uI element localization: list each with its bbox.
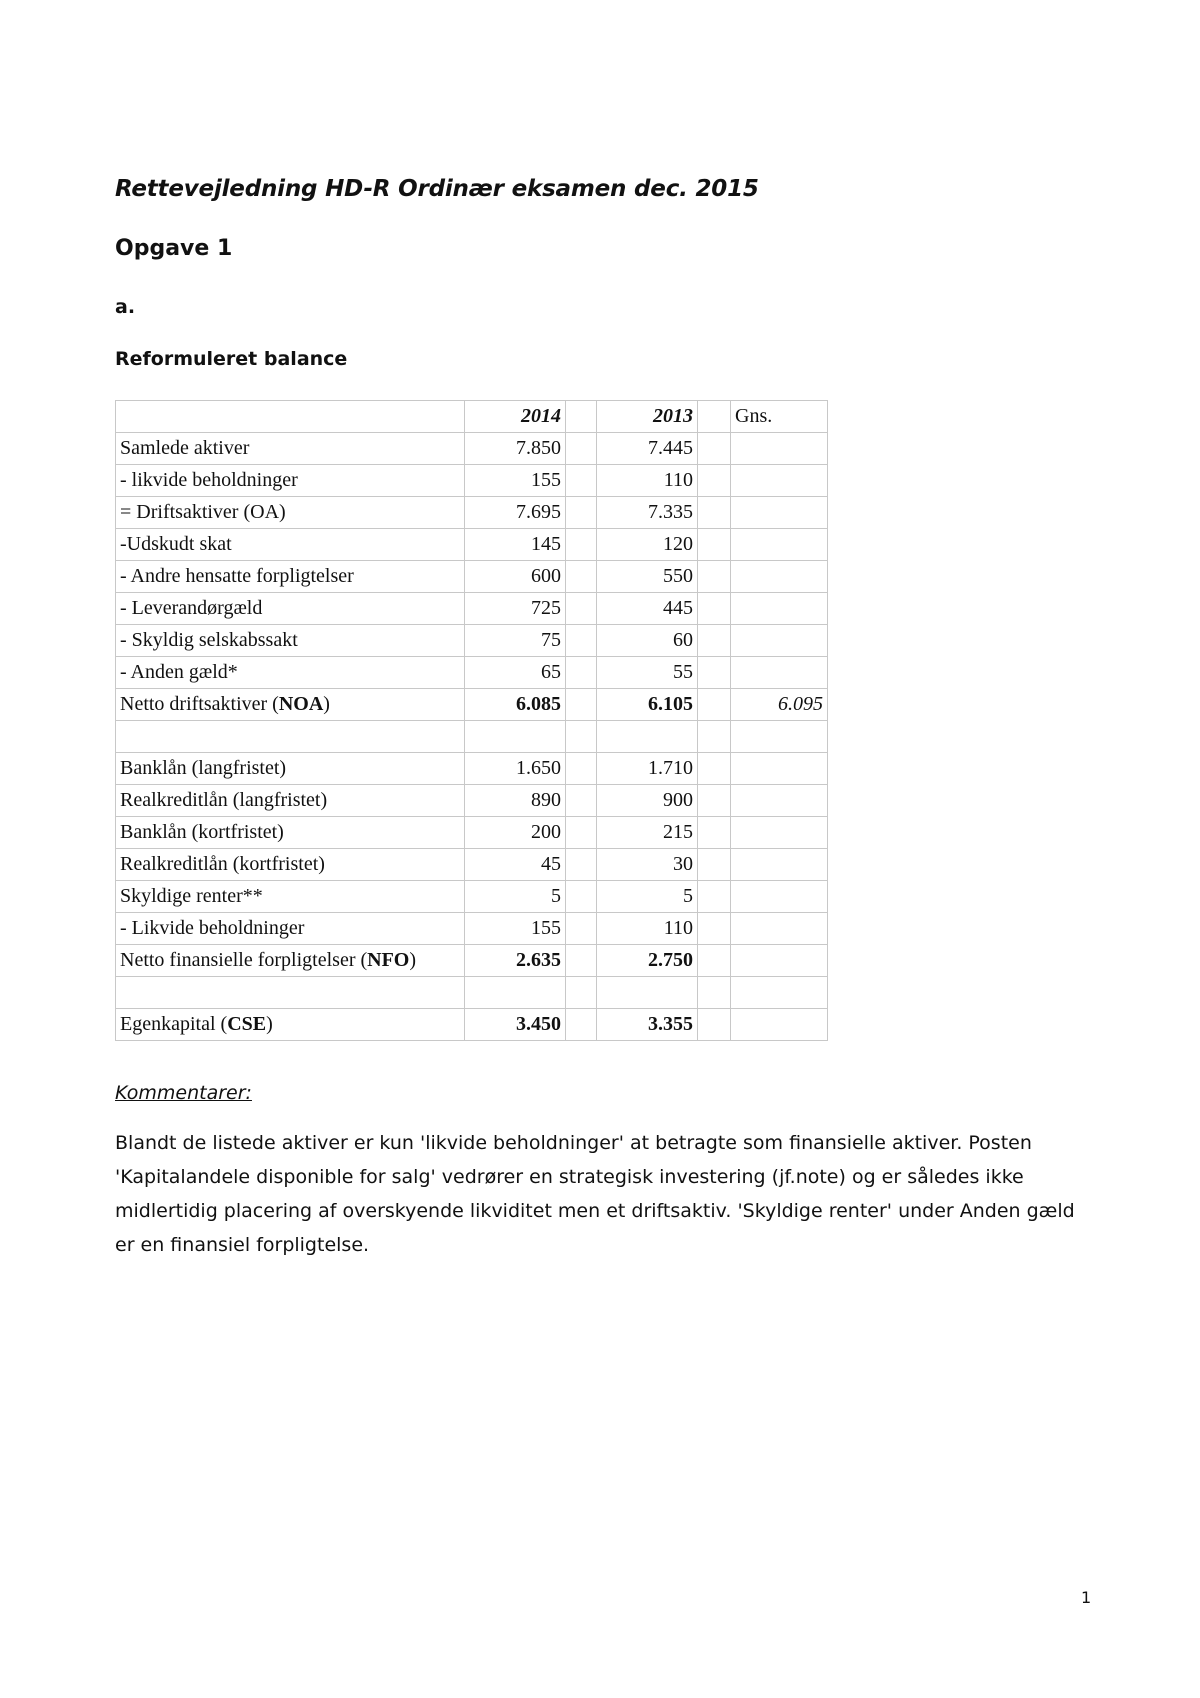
row-label: -Udskudt skat [116,529,465,561]
value-avg [731,849,828,881]
row-label: - Andre hensatte forpligtelser [116,561,465,593]
header-label-cell [116,401,465,433]
label-suffix: ) [409,949,417,971]
table-row [116,497,828,529]
value-2014: 200 [465,817,566,849]
value-2013: 55 [597,657,698,689]
table-header-row [116,401,828,433]
value-2013: 445 [597,593,698,625]
row-label: - Skyldig selskabssakt [116,625,465,657]
value-2014: 5 [465,881,566,913]
table-row [116,753,828,785]
value-2013: 60 [597,625,698,657]
comments-label: Kommentarer: [115,1082,252,1104]
value-2013: 3.355 [597,1009,698,1041]
value-avg [731,785,828,817]
header-2014: 2014 [465,401,566,433]
row-label: Realkreditlån (kortfristet) [116,849,465,881]
value-2014: 7.695 [465,497,566,529]
label-prefix: Netto driftsaktiver ( [120,693,279,715]
value-avg [731,881,828,913]
label-prefix: Netto finansielle forpligtelser ( [120,949,368,971]
value-avg [731,561,828,593]
value-avg [731,657,828,689]
value-2014: 1.650 [465,753,566,785]
value-2013: 1.710 [597,753,698,785]
row-label [116,1009,465,1041]
comments-paragraph: Blandt de listede aktiver er kun 'likvide beholdninger' at betragte som finansielle aktiver. Posten 'Kapitalandele disponible for salg' vedrører en strategisk investering (jf.note) og er således ikke midlertidig placering af overskyende likviditet men et driftsaktiv. 'Skyldige renter' under Anden gæld er en finansiel forpligtelse. [115,1132,1075,1256]
section-heading: Opgave 1 [115,236,233,261]
value-avg [731,497,828,529]
table-row [116,785,828,817]
value-2013: 5 [597,881,698,913]
row-label: Banklån (langfristet) [116,753,465,785]
value-avg [731,593,828,625]
table-row [116,465,828,497]
balance-table [115,400,828,1041]
value-2014: 890 [465,785,566,817]
value-avg [731,1009,828,1041]
row-label: - Leverandørgæld [116,593,465,625]
row-label: = Driftsaktiver (OA) [116,497,465,529]
header-avg: Gns. [731,401,828,433]
value-avg [731,625,828,657]
page-number: 1 [1081,1588,1092,1607]
value-2014: 600 [465,561,566,593]
value-2013: 215 [597,817,698,849]
value-avg [731,465,828,497]
document-title: Rettevejledning HD-R Ordinær eksamen dec. 2015 [115,176,759,202]
value-2013: 2.750 [597,945,698,977]
table-row [116,657,828,689]
value-2014: 155 [465,465,566,497]
value-2014: 65 [465,657,566,689]
value-2014: 6.085 [465,689,566,721]
table-row [116,849,828,881]
subpart-label: a. [115,296,136,318]
label-abbrev: NOA [278,693,324,715]
header-2013: 2013 [597,401,698,433]
table-row-total-nfo [116,945,828,977]
label-suffix: ) [266,1013,273,1035]
value-2013: 6.105 [597,689,698,721]
row-label: - Likvide beholdninger [116,913,465,945]
value-avg [731,913,828,945]
table-heading: Reformuleret balance [115,348,348,370]
value-2014: 2.635 [465,945,566,977]
value-2014: 7.850 [465,433,566,465]
value-2014: 155 [465,913,566,945]
table-row [116,529,828,561]
label-abbrev: NFO [367,949,410,971]
label-suffix: ) [323,693,330,715]
table-row-spacer [116,721,828,753]
row-label: - likvide beholdninger [116,465,465,497]
row-label: Realkreditlån (langfristet) [116,785,465,817]
value-2013: 110 [597,913,698,945]
value-2014: 75 [465,625,566,657]
value-2013: 7.335 [597,497,698,529]
table-row [116,625,828,657]
value-2013: 900 [597,785,698,817]
table-row [116,593,828,625]
value-2014: 3.450 [465,1009,566,1041]
table-row [116,881,828,913]
row-label: Skyldige renter** [116,881,465,913]
value-avg [731,753,828,785]
value-avg: 6.095 [731,689,828,721]
row-label: - Anden gæld* [116,657,465,689]
value-2013: 120 [597,529,698,561]
label-abbrev: CSE [227,1013,267,1035]
value-avg [731,945,828,977]
table-row-total-cse [116,1009,828,1041]
value-2013: 550 [597,561,698,593]
table-row-spacer [116,977,828,1009]
value-avg [731,529,828,561]
row-label [116,945,465,977]
value-2014: 145 [465,529,566,561]
value-avg [731,817,828,849]
table-row [116,913,828,945]
table-row [116,561,828,593]
value-2013: 110 [597,465,698,497]
value-2013: 7.445 [597,433,698,465]
value-2013: 30 [597,849,698,881]
value-2014: 725 [465,593,566,625]
row-label: Banklån (kortfristet) [116,817,465,849]
row-label: Samlede aktiver [116,433,465,465]
table-row [116,817,828,849]
value-avg [731,433,828,465]
row-label [116,689,465,721]
label-prefix: Egenkapital ( [120,1013,228,1035]
value-2014: 45 [465,849,566,881]
table-row [116,433,828,465]
table-row-total-noa [116,689,828,721]
